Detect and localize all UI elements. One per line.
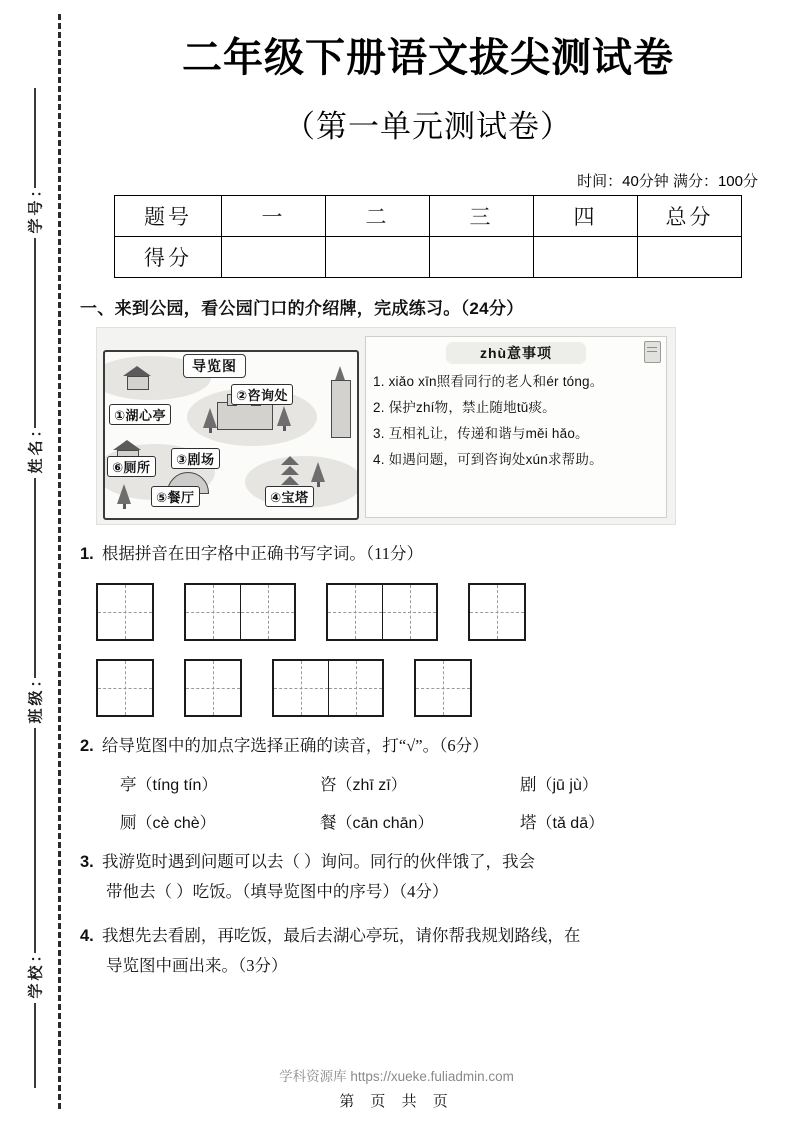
tianzige-box[interactable] (326, 583, 438, 641)
score-cell: 总分 (638, 196, 742, 237)
question-3-number: 3. (80, 853, 94, 871)
watermark: 学科资源库 https://xueke.fuliadmin.com (279, 1069, 514, 1084)
tianzige-cell[interactable] (186, 585, 240, 639)
question-3-text-line-2: 带他去（ ）吃饭。（填导览图中的序号）（4分） (106, 882, 449, 901)
map-pin-theater[interactable]: ③剧场 (171, 448, 220, 469)
question-2-number: 2. (80, 737, 94, 755)
notice-item: 1. xiǎo xīn照看同行的老人和ér tóng。 (373, 374, 604, 389)
exam-meta-info: 时间：40分钟 满分：100分 (577, 173, 758, 190)
tree-icon (277, 406, 291, 426)
question-1 (80, 539, 778, 569)
tianzige-box[interactable] (96, 659, 154, 717)
pinyin-choice-ce[interactable] (120, 809, 320, 833)
pagoda-tier-icon (281, 466, 299, 475)
margin-label-student-id: 学号： (27, 179, 45, 234)
tianzige-cell[interactable] (382, 585, 436, 639)
pinyin-choice-ting[interactable] (120, 771, 320, 795)
tianzige-row-2 (96, 659, 778, 717)
question-1-number: 1. (80, 545, 94, 563)
pinyin-choice-options[interactable]: （cān chān） (336, 815, 434, 832)
page-subtitle: （第一单元测试卷） (284, 109, 572, 144)
tianzige-cell[interactable] (98, 661, 152, 715)
score-cell: 四 (534, 196, 638, 237)
tianzige-cell[interactable] (328, 585, 382, 639)
question-3 (80, 847, 778, 907)
tree-icon (203, 408, 217, 428)
tianzige-box[interactable] (468, 583, 526, 641)
question-2 (80, 731, 778, 761)
margin-label-name: 姓名： (27, 419, 45, 474)
section-one-heading: 一、来到公园，看公园门口的介绍牌，完成练习。（24分） (80, 299, 524, 318)
pinyin-choice-options[interactable]: （jū jù） (536, 777, 598, 794)
exam-seal-margin (0, 0, 72, 1122)
park-notice-board (365, 336, 667, 518)
tianzige-cell[interactable] (328, 661, 382, 715)
tianzige-box[interactable] (414, 659, 472, 717)
pinyin-choice-char: 餐 (320, 813, 337, 832)
pinyin-choice-options[interactable]: （tǎ dā） (536, 815, 605, 832)
score-input-cell[interactable] (326, 237, 430, 278)
score-row-label: 得分 (115, 237, 222, 278)
map-pin-lakeside-pavilion[interactable]: ①湖心亭 (109, 404, 171, 425)
illustration-band (96, 327, 676, 525)
tree-icon (311, 462, 325, 482)
page-number-footer: 第 页 共 页 (339, 1093, 454, 1110)
pinyin-choice-row (120, 809, 720, 833)
notice-item: 2. 保护zhí物，禁止随地tǔ痰。 (373, 400, 556, 415)
pinyin-choice-char: 亭 (120, 775, 137, 794)
theater-building-icon (217, 402, 273, 430)
notice-item: 3. 互相礼让，传递和谐与měi hǎo。 (373, 426, 589, 441)
table-row (115, 237, 742, 278)
pinyin-choice-grid (120, 771, 720, 833)
seal-dashed-line (58, 14, 61, 1109)
score-input-cell[interactable] (638, 237, 742, 278)
margin-label-school: 学校： (27, 944, 45, 999)
pinyin-choice-options[interactable]: （cè chè） (136, 815, 216, 832)
pinyin-choice-char: 厕 (120, 813, 137, 832)
score-input-cell[interactable] (222, 237, 326, 278)
seal-solid-line (34, 88, 36, 1088)
question-4 (80, 921, 778, 981)
pinyin-choice-options[interactable]: （tíng tín） (136, 777, 218, 794)
question-2-text: 给导览图中的加点字选择正确的读音，打“√”。（6分） (101, 736, 489, 755)
question-1-text: 根据拼音在田字格中正确书写字词。（11分） (101, 544, 424, 563)
tianzige-cell[interactable] (186, 661, 240, 715)
score-table (114, 195, 742, 278)
pinyin-choice-char: 塔 (520, 813, 537, 832)
question-3-text-line-1: 我游览时遇到问题可以去（ ）询问。同行的伙伴饿了，我会 (101, 852, 536, 871)
pinyin-choice-ta[interactable] (520, 809, 720, 833)
score-input-cell[interactable] (534, 237, 638, 278)
tianzige-box[interactable] (184, 583, 296, 641)
tree-icon (117, 484, 131, 504)
map-title: 导览图 (183, 354, 246, 378)
pavilion-roof-icon (123, 366, 151, 376)
tianzige-box[interactable] (96, 583, 154, 641)
map-pin-toilet[interactable]: ⑥厕所 (107, 456, 156, 477)
pinyin-choice-char: 咨 (320, 775, 337, 794)
pagoda-tier-icon (281, 456, 299, 465)
map-pin-pagoda[interactable]: ④宝塔 (265, 486, 314, 507)
tianzige-row-1 (96, 583, 778, 641)
page-title: 二年级下册语文拔尖测试卷 (182, 36, 674, 80)
table-row (115, 196, 742, 237)
tianzige-box[interactable] (272, 659, 384, 717)
pinyin-choice-options[interactable]: （zhī zī） (336, 777, 407, 794)
map-pin-info-desk[interactable]: ②咨询处 (231, 384, 293, 405)
note-clip-icon (644, 341, 661, 363)
tianzige-cell[interactable] (416, 661, 470, 715)
pavilion-body-icon (127, 376, 149, 390)
question-4-text-line-2: 导览图中画出来。（3分） (106, 956, 288, 975)
pinyin-choice-can[interactable] (320, 809, 520, 833)
tianzige-cell[interactable] (274, 661, 328, 715)
score-cell: 一 (222, 196, 326, 237)
question-4-line-1 (80, 921, 778, 951)
pinyin-choice-row (120, 771, 720, 795)
question-3-line-1 (80, 847, 778, 877)
map-pin-restaurant[interactable]: ⑤餐厅 (151, 486, 200, 507)
info-kiosk-icon (331, 380, 351, 438)
exam-page (78, 0, 778, 1122)
score-cell: 三 (430, 196, 534, 237)
score-input-cell[interactable] (430, 237, 534, 278)
tianzige-cell[interactable] (240, 585, 294, 639)
margin-label-class: 班级： (27, 669, 45, 724)
question-4-text-line-1: 我想先去看剧，再吃饭，最后去湖心亭玩，请你帮我规划路线，在 (101, 926, 581, 945)
pinyin-choice-ju[interactable] (520, 771, 720, 795)
tianzige-box[interactable] (184, 659, 242, 717)
pinyin-choice-char: 剧 (520, 775, 537, 794)
question-4-number: 4. (80, 927, 94, 945)
score-cell: 二 (326, 196, 430, 237)
notice-item: 4. 如遇问题，可到咨询处xún求帮助。 (373, 452, 603, 467)
pinyin-choice-zi[interactable] (320, 771, 520, 795)
toilet-roof-icon (113, 440, 141, 450)
notice-title: zhù意事项 (446, 342, 586, 364)
tianzige-cell[interactable] (470, 585, 524, 639)
pagoda-tier-icon (281, 476, 299, 485)
park-guide-map (103, 350, 359, 520)
score-row-label: 题号 (115, 196, 222, 237)
tianzige-cell[interactable] (98, 585, 152, 639)
